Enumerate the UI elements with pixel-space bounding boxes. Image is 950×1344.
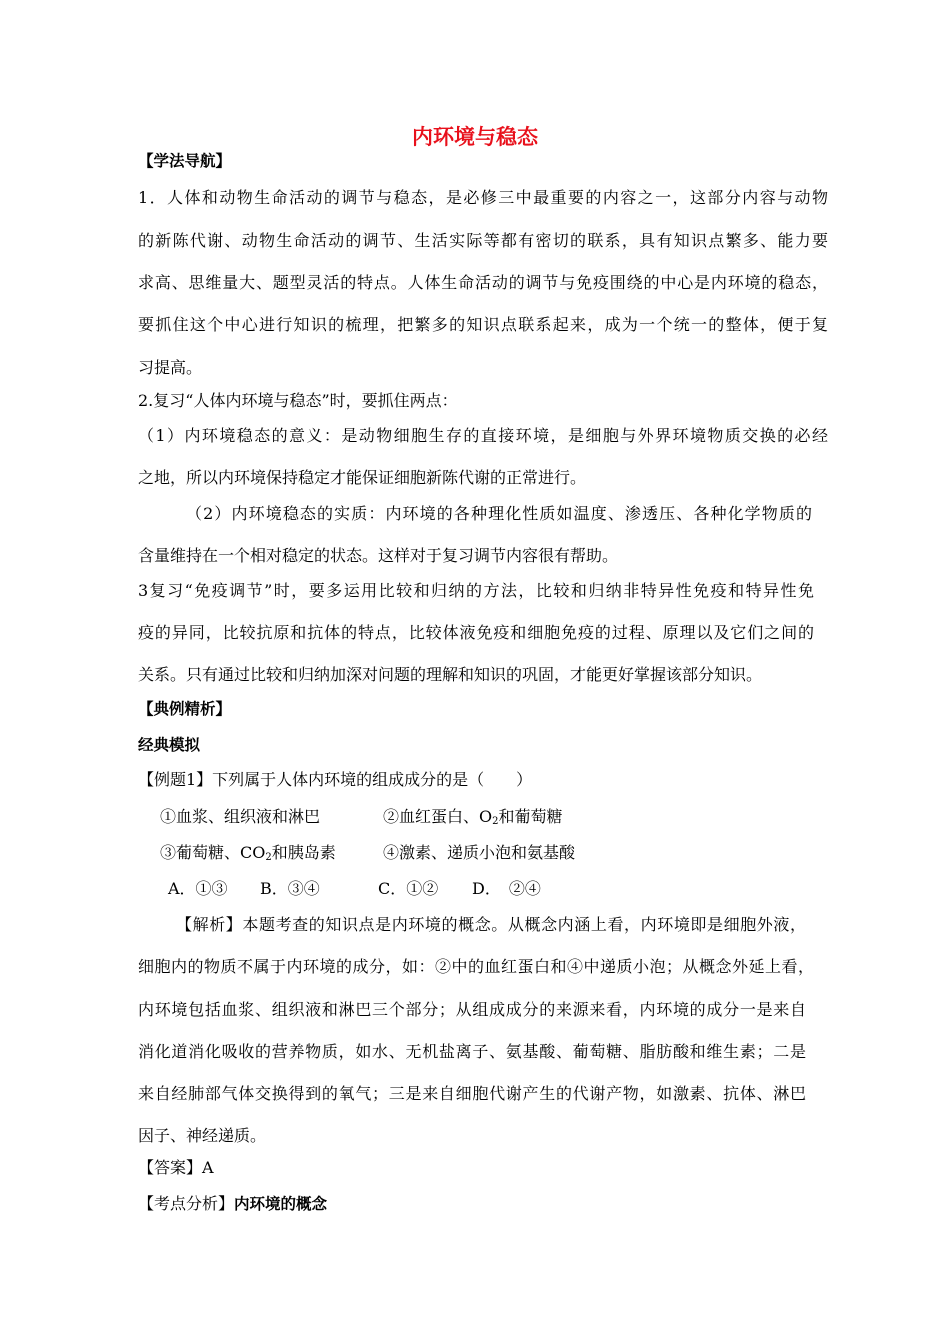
analysis-line: 来自经肺部气体交换得到的氧气；三是来自细胞代谢产生的代谢产物，如激素、抗体、淋巴 bbox=[138, 1084, 806, 1103]
paragraph-line: 求高、思维量大、题型灵活的特点。人体生命活动的调节与免疫围绕的中心是内环境的稳态， bbox=[138, 273, 828, 292]
analysis-line: 内环境包括血浆、组织液和淋巴三个部分；从组成成分的来源来看，内环境的成分一是来自 bbox=[138, 1000, 806, 1019]
section-heading-examples: 【典例精析】 bbox=[138, 700, 232, 718]
choice-c: C．①② bbox=[378, 879, 439, 898]
paragraph-line: 2.复习“人体内环境与稳态”时，要抓住两点： bbox=[138, 391, 458, 410]
question-text: 【例题1】下列属于人体内环境的组成成分的是（ ） bbox=[138, 770, 533, 789]
analysis-line: 细胞内的物质不属于内环境的成分，如：②中的血红蛋白和④中递质小泡；从概念外延上看， bbox=[138, 957, 814, 976]
paragraph-line: （1）内环境稳态的意义：是动物细胞生存的直接环境，是细胞与外界环境物质交换的必经 bbox=[138, 426, 828, 445]
analysis-line: 因子、神经递质。 bbox=[138, 1126, 267, 1145]
kaodian-value: 内环境的概念 bbox=[234, 1195, 328, 1213]
paragraph-line: 1．人体和动物生命活动的调节与稳态，是必修三中最重要的内容之一，这部分内容与动物 bbox=[138, 188, 828, 207]
analysis-line: 【解析】本题考查的知识点是内环境的概念。从概念内涵上看，内环境即是细胞外液， bbox=[176, 915, 806, 934]
kaodian-label: 【考点分析】 bbox=[138, 1194, 235, 1213]
paragraph-line: 疫的异同，比较抗原和抗体的特点，比较体液免疫和细胞免疫的过程、原理以及它们之间的 bbox=[138, 623, 814, 642]
paragraph-line: 要抓住这个中心进行知识的梳理，把繁多的知识点联系起来，成为一个统一的整体，便于复 bbox=[138, 315, 828, 334]
analysis-line: 消化道消化吸收的营养物质，如水、无机盐离子、氨基酸、葡萄糖、脂肪酸和维生素；二是 bbox=[138, 1042, 806, 1061]
choice-a: A．①③ bbox=[168, 879, 228, 898]
paragraph-line: 关系。只有通过比较和归纳加深对问题的理解和知识的巩固，才能更好掌握该部分知识。 bbox=[138, 665, 763, 684]
kaodian-analysis bbox=[138, 1193, 327, 1215]
sub-heading: 经典模拟 bbox=[138, 736, 201, 754]
paragraph-line: 3复习“免疫调节”时，要多运用比较和归纳的方法，比较和归纳非特异性免疫和特异性免 bbox=[138, 581, 814, 600]
choice-d: D． ②④ bbox=[472, 879, 541, 898]
document-title: 内环境与稳态 bbox=[412, 125, 538, 149]
option-1: ①血浆、组织液和淋巴 bbox=[160, 807, 321, 826]
answer-text: 【答案】A bbox=[138, 1158, 214, 1177]
paragraph-line: 习提高。 bbox=[138, 358, 203, 377]
section-heading-study-guide: 【学法导航】 bbox=[138, 152, 232, 170]
paragraph-line: 的新陈代谢、动物生命活动的调节、生活实际等都有密切的联系，具有知识点繁多、能力要 bbox=[138, 231, 828, 250]
option-2: ②血红蛋白、$O_2$和葡萄糖 bbox=[383, 807, 563, 827]
paragraph-line: （2）内环境稳态的实质：内环境的各种理化性质如温度、渗透压、各种化学物质的 bbox=[186, 504, 812, 523]
choice-b: B．③④ bbox=[260, 879, 320, 898]
paragraph-line: 之地，所以内环境保持稳定才能保证细胞新陈代谢的正常进行。 bbox=[138, 468, 587, 487]
option-4: ④激素、递质小泡和氨基酸 bbox=[383, 843, 576, 862]
option-3: ③葡萄糖、$CO_2$和胰岛素 bbox=[160, 843, 336, 863]
paragraph-line: 含量维持在一个相对稳定的状态。这样对于复习调节内容很有帮助。 bbox=[138, 546, 619, 565]
